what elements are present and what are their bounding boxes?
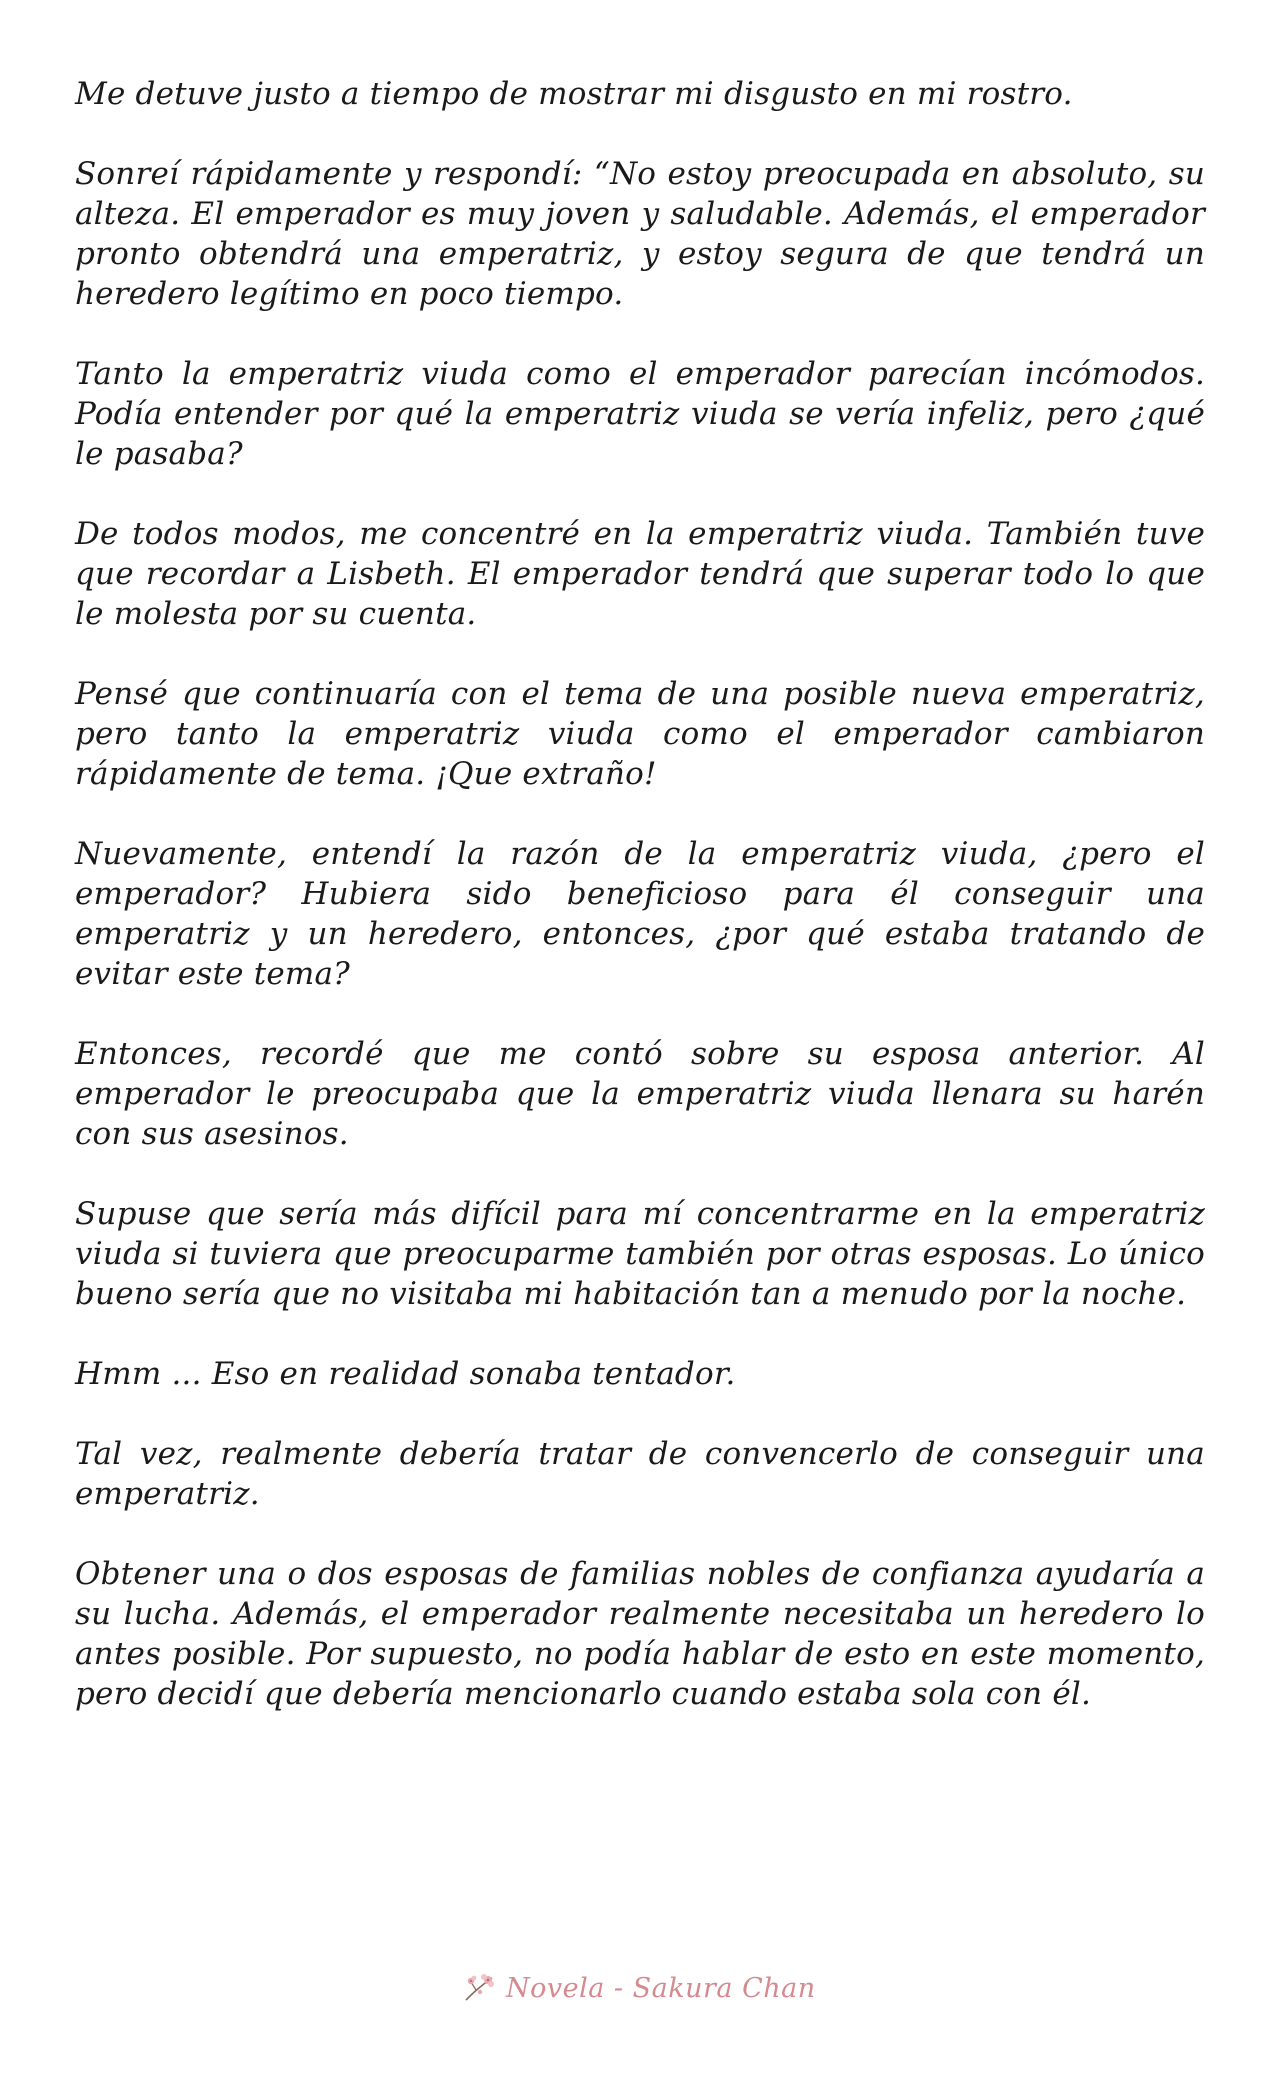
document-body	[75, 74, 1205, 1754]
paragraph-3: Tanto la emperatriz viuda como el emperador parecían incómodos. Podía entender por qué la emperatriz viuda se vería infeliz, pero ¿qué le pasaba?	[75, 356, 1205, 472]
cherry-blossom-icon	[462, 1970, 498, 2006]
paragraph-2: Sonreí rápidamente y respondí: “No estoy preocupada en absoluto, su alteza. El emperador es muy joven y saludable. Además, el emperador pronto obtendrá una emperatriz, y estoy segura de que tendrá un heredero legítimo en poco tiempo.	[75, 156, 1205, 312]
paragraph-10: Tal vez, realmente debería tratar de convencerlo de conseguir una emperatriz.	[75, 1436, 1205, 1512]
footer-watermark	[462, 1968, 862, 2008]
footer-text: Novela - Sakura Chan	[506, 1972, 816, 2004]
paragraph-4: De todos modos, me concentré en la emperatriz viuda. También tuve que recordar a Lisbeth. El emperador tendrá que superar todo lo que le molesta por su cuenta.	[75, 516, 1205, 632]
paragraph-11: Obtener una o dos esposas de familias nobles de confianza ayudaría a su lucha. Además, el emperador realmente necesitaba un heredero lo antes posible. Por supuesto, no podía hablar de esto en este momento, pero decidí que debería mencionarlo cuando estaba sola con él.	[75, 1556, 1205, 1712]
paragraph-6: Nuevamente, entendí la razón de la emperatriz viuda, ¿pero el emperador? Hubiera sido beneficioso para él conseguir una emperatriz y un heredero, entonces, ¿por qué estaba tratando de evitar este tema?	[75, 836, 1205, 992]
paragraph-9: Hmm ... Eso en realidad sonaba tentador.	[75, 1356, 736, 1392]
paragraph-7: Entonces, recordé que me contó sobre su esposa anterior. Al emperador le preocupaba que la emperatriz viuda llenara su harén con sus asesinos.	[75, 1036, 1205, 1152]
paragraph-1: Me detuve justo a tiempo de mostrar mi disgusto en mi rostro.	[75, 76, 1073, 112]
paragraph-8: Supuse que sería más difícil para mí concentrarme en la emperatriz viuda si tuviera que preocuparme también por otras esposas. Lo único bueno sería que no visitaba mi habitación tan a menudo por la noche.	[75, 1196, 1205, 1312]
paragraph-5: Pensé que continuaría con el tema de una posible nueva emperatriz, pero tanto la emperatriz viuda como el emperador cambiaron rápidamente de tema. ¡Que extraño!	[75, 676, 1205, 792]
